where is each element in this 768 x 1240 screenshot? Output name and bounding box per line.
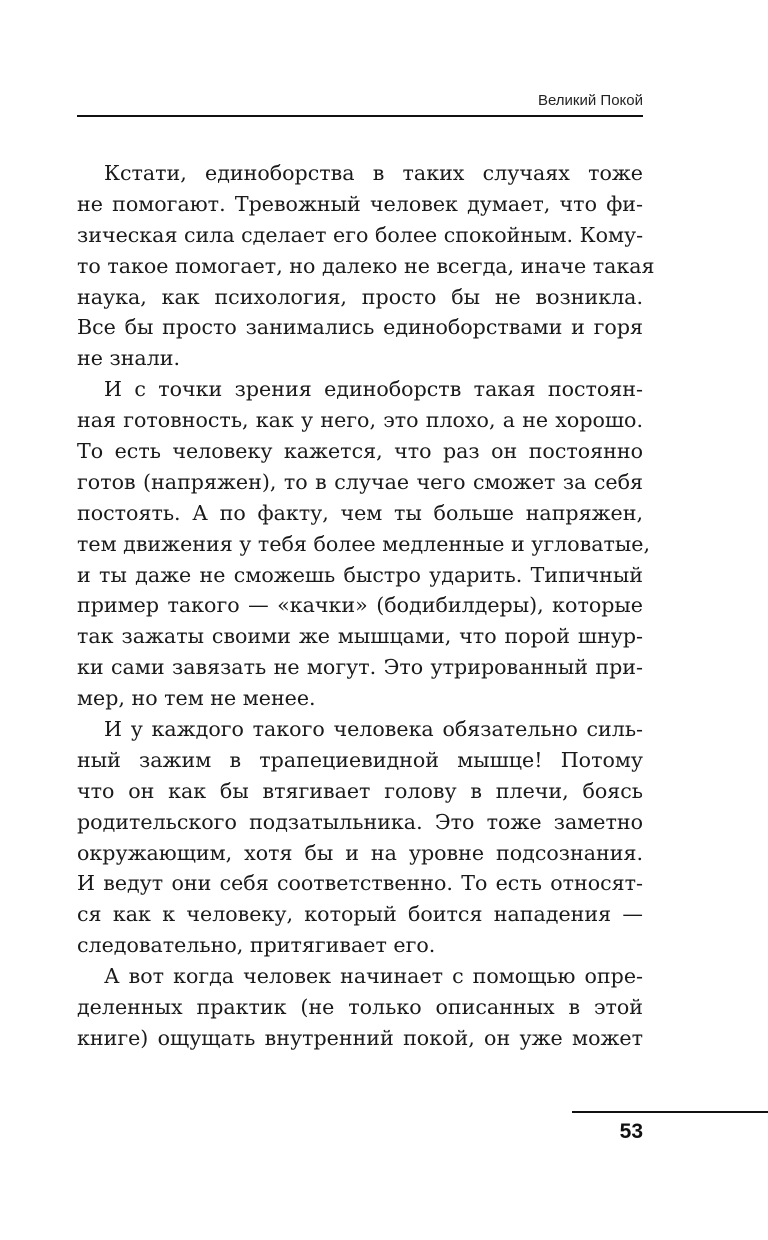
header-rule bbox=[77, 115, 643, 117]
text-line: Кстати, единоборства в таких случаях тоже bbox=[104, 161, 643, 185]
paragraph-2 bbox=[77, 374, 651, 714]
text-line: тем движения у тебя более медленные и угловатые, bbox=[77, 531, 651, 556]
text-line: наука, как психология, просто бы не возникла. bbox=[77, 284, 643, 309]
paragraph-3 bbox=[77, 714, 643, 961]
text-line: и ты даже не сможешь быстро ударить. Типичный bbox=[77, 562, 643, 587]
text-line: то такое помогает, но далеко не всегда, иначе такая bbox=[77, 253, 655, 278]
text-line: что он как бы втягивает голову в плечи, боясь bbox=[77, 778, 643, 803]
text-line: зическая сила сделает его более спокойным. Кому- bbox=[77, 222, 644, 247]
text-line: ный зажим в трапециевидной мышце! Потому bbox=[77, 747, 643, 772]
page-number: 53 bbox=[619, 1120, 643, 1143]
text-line: не помогают. Тревожный человек думает, что фи- bbox=[77, 191, 643, 216]
text-line: постоять. А по факту, чем ты больше напряжен, bbox=[77, 500, 643, 525]
text-line: окружающим, хотя бы и на уровне подсознания. bbox=[77, 840, 643, 865]
text-line: То есть человеку кажется, что раз он постоянно bbox=[77, 439, 643, 464]
text-line: ся как к человеку, который боится нападения — bbox=[77, 902, 643, 927]
text-line: ки сами завязать не могут. Это утрированный при- bbox=[77, 655, 643, 680]
text-line: готов (напряжен), то в случае чего сможет за себя bbox=[77, 469, 643, 494]
text-line: И с точки зрения единоборств такая постоян- bbox=[104, 377, 643, 402]
text-line: А вот когда человек начинает с помощью опре- bbox=[104, 964, 643, 989]
text-line: И ведут они себя соответственно. То есть относят- bbox=[77, 871, 643, 896]
footer-rule bbox=[572, 1111, 768, 1113]
text-line: книге) ощущать внутренний покой, он уже может bbox=[77, 1025, 643, 1050]
text-line: не знали. bbox=[77, 346, 181, 371]
paragraph-4 bbox=[77, 961, 643, 1054]
paragraph-1 bbox=[77, 158, 655, 374]
running-head: Великий Покой bbox=[537, 92, 643, 109]
text-line: мер, но тем не менее. bbox=[77, 686, 316, 711]
text-line: родительского подзатыльника. Это тоже заметно bbox=[77, 809, 643, 834]
text-line: следовательно, притягивает его. bbox=[77, 933, 436, 958]
text-line: так зажаты своими же мышцами, что порой шнур- bbox=[77, 624, 643, 649]
text-line: ная готовность, как у него, это плохо, а не хорошо. bbox=[77, 408, 643, 433]
text-line: пример такого — «качки» (бодибилдеры), которые bbox=[77, 593, 643, 618]
text-line: деленных практик (не только описанных в этой bbox=[77, 995, 643, 1020]
body-text bbox=[77, 158, 655, 1054]
text-line: И у каждого такого человека обязательно силь- bbox=[104, 717, 643, 742]
text-line: Все бы просто занимались единоборствами и горя bbox=[77, 315, 643, 340]
